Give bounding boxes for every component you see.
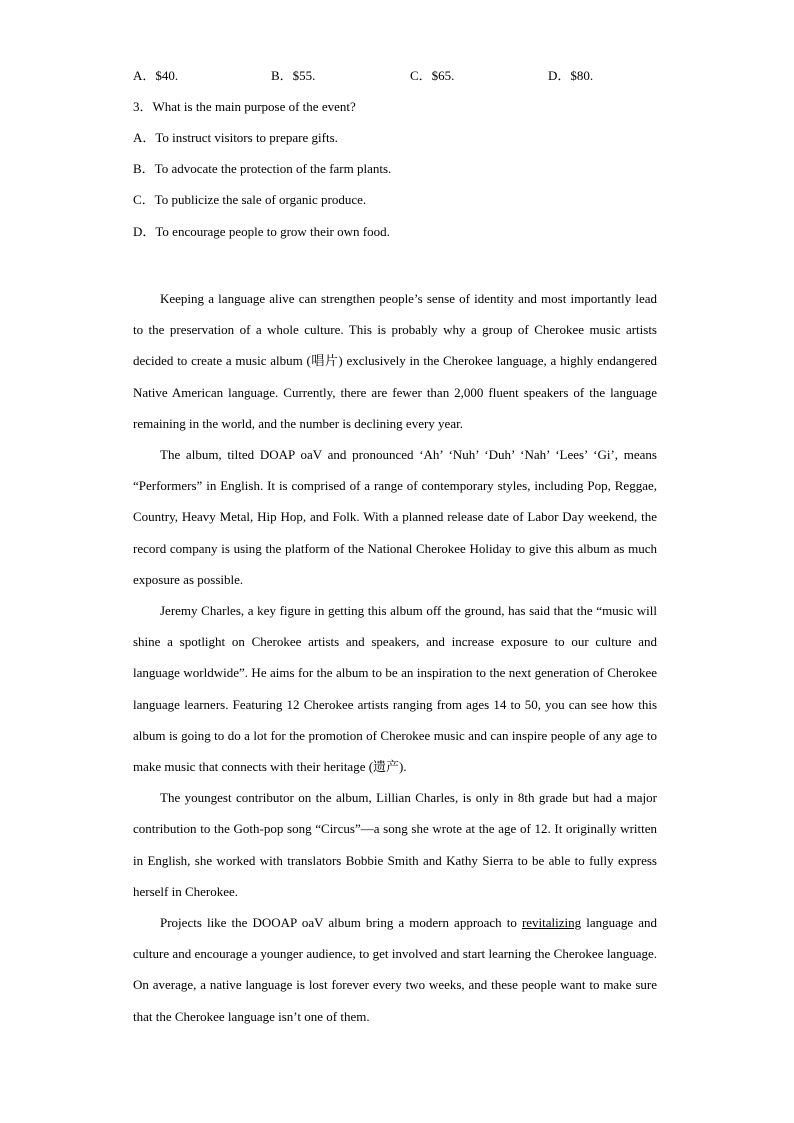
option-c[interactable]: C．$65.	[410, 68, 455, 83]
passage-paragraph-4: The youngest contributor on the album, Lillian Charles, is only in 8th grade but had a major contribution to the Goth-pop song “Circus”—a song she wrote at the age of 12. It originally written in English, she worked with translators Bobbie Smith and Kathy Sierra to be able to fully express herself in Cherokee.	[133, 790, 657, 899]
question-3-option-c[interactable]: C．To publicize the sale of organic produce.	[133, 192, 367, 207]
option-a[interactable]: A．$40.	[133, 68, 179, 83]
passage-paragraph-2: The album, tilted DOAP oaV and pronounced ‘Ah’ ‘Nuh’ ‘Duh’ ‘Nah’ ‘Lees’ ‘Gi’, means “Performers” in English. It is comprised of a range of contemporary styles, including Pop, Reggae, Country, Heavy Metal, Hip Hop, and Folk. With a planned release date of Labor Day weekend, the record company is using the platform of the National Cherokee Holiday to give this album as much exposure as possible.	[133, 447, 657, 587]
passage-paragraph-5: Projects like the DOOAP oaV album bring a modern approach to revitalizing language and culture and encourage a younger audience, to get involved and start learning the Cherokee language. On average, a native language is lost forever every two weeks, and these people want to make sure that the Cherokee language isn’t one of them.	[133, 915, 657, 1024]
previous-question-options	[133, 66, 663, 86]
passage-paragraph-1: Keeping a language alive can strengthen people’s sense of identity and most importantly lead to the preservation of a whole culture. This is probably why a group of Cherokee music artists decided to create a music album (唱片) exclusively in the Cherokee language, a highly endangered Native American language. Currently, there are fewer than 2,000 fluent speakers of the language remaining in the world, and the number is declining every year.	[133, 291, 657, 431]
underlined-word: revitalizing	[521, 915, 582, 931]
option-b[interactable]: B．$55.	[271, 68, 316, 83]
passage-paragraph-3: Jeremy Charles, a key figure in getting this album off the ground, has said that the “music will shine a spotlight on Cherokee artists and speakers, and increase exposure to our culture and language worldwide”. He aims for the album to be an inspiration to the next generation of Cherokee language learners. Featuring 12 Cherokee artists ranging from ages 14 to 50, you can see how this album is going to do a lot for the promotion of Cherokee music and can inspire people of any age to make music that connects with their heritage (遗产).	[133, 603, 657, 775]
option-d[interactable]: D．$80.	[548, 68, 594, 83]
question-3-option-b[interactable]: B．To advocate the protection of the farm plants.	[133, 161, 392, 176]
reading-passage	[133, 283, 657, 1032]
question-3-option-a[interactable]: A．To instruct visitors to prepare gifts.	[133, 130, 338, 145]
question-3-stem: 3．What is the main purpose of the event?	[133, 99, 356, 114]
question-3-option-d[interactable]: D．To encourage people to grow their own food.	[133, 224, 390, 239]
